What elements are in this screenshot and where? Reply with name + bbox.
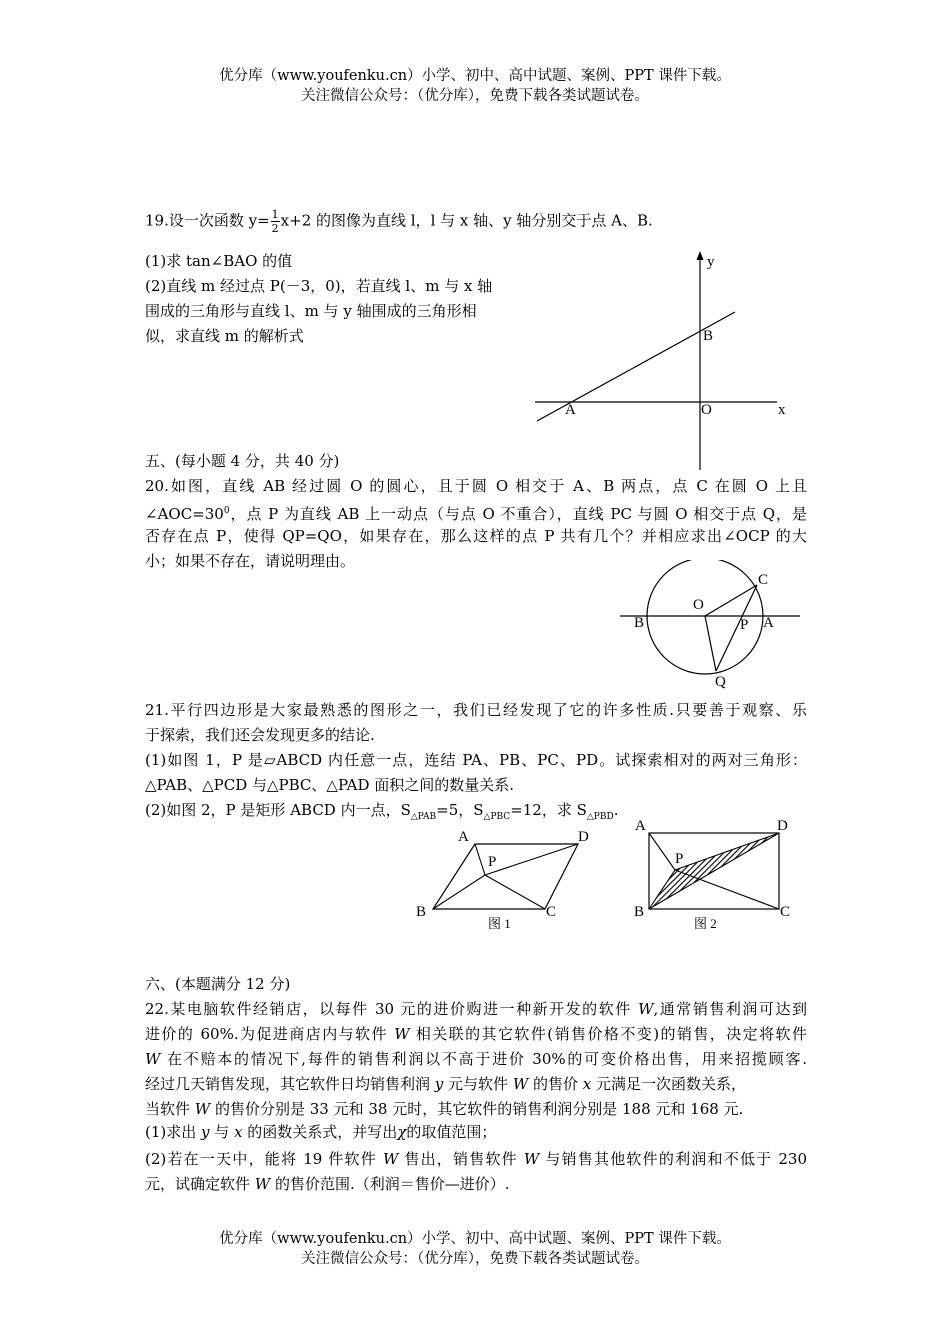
label-B: B xyxy=(634,615,645,631)
header-line-2: 关注微信公众号：（优分库），免费下载各类试题试卷。 xyxy=(301,88,649,104)
y-axis xyxy=(697,251,704,470)
header-line-1: 优分库（www.youfenku.cn）小学、初中、高中试题、案例、PPT 课件下载。 xyxy=(219,68,731,84)
q22-line2 xyxy=(145,1022,807,1046)
q22-part2-c: 与销售其他软件的利润和不低于 230 xyxy=(539,1150,808,1168)
segment-PC xyxy=(485,875,545,909)
var-W: W xyxy=(523,1150,540,1168)
q19-stem-pre: 19.设一次函数 y= xyxy=(145,211,270,230)
q22-line4 xyxy=(145,1072,746,1096)
label-B: B xyxy=(703,328,714,344)
parallelogram-ABCD xyxy=(433,844,578,909)
label-O: O xyxy=(701,402,712,418)
label-A: A xyxy=(565,402,576,418)
q22-line5-a: 当软件 xyxy=(145,1100,195,1118)
label-P: P xyxy=(740,617,749,633)
label-Q: Q xyxy=(715,674,726,690)
q21-line2: 于探索，我们还会发现更多的结论. xyxy=(145,726,375,744)
fraction-numerator: 1 xyxy=(271,208,279,221)
q22-part2-e: 的售价范围.（利润＝售价—进价）. xyxy=(270,1175,510,1193)
var-chi: χ xyxy=(397,1123,407,1141)
q22-line5 xyxy=(145,1097,743,1121)
q22-part2-b: 售出，销售软件 xyxy=(398,1150,524,1168)
label-C: C xyxy=(758,572,769,588)
label-A: A xyxy=(763,615,774,631)
fraction-one-half xyxy=(271,208,280,235)
q22-line1-b: ,通常销售利润可达到 xyxy=(653,1000,807,1018)
q22-part1-b: 与 xyxy=(209,1123,235,1141)
var-x: x xyxy=(234,1123,243,1141)
q20-line4: 小；如果不存在，请说明理由。 xyxy=(145,552,356,570)
q20-line2 xyxy=(145,499,807,526)
q21-line3: (1)如图 1，P 是▱ABCD 内任意一点，连结 PA、PB、PC、PD。试探索相对的两对三角形： xyxy=(145,751,807,769)
q22-line2-b: 相关联的其它软件(销售价格不变)的销售，决定将软件 xyxy=(409,1025,807,1043)
var-y: y xyxy=(201,1123,210,1141)
q22-line3-b: 在不赔本的情况下,每件的销售利润以不高于进价 30%的可变价格出售，用来招揽顾客. xyxy=(160,1050,807,1068)
q22-line1 xyxy=(145,997,807,1021)
label-P: P xyxy=(675,851,684,867)
var-W: W xyxy=(145,1050,161,1068)
figure-1-caption: 图 1 xyxy=(488,916,511,931)
q19-part1: (1)求 tan∠BAO 的值 xyxy=(145,252,293,270)
label-O: O xyxy=(693,597,704,613)
segment-PA xyxy=(475,844,485,875)
q22-line2-a: 进价的 60%.为促进商店内与软件 xyxy=(145,1025,395,1043)
q22-line4-c: 的售价 xyxy=(528,1075,583,1093)
section-6-heading: 六、(本题满分 12 分) xyxy=(145,975,291,993)
footer-line-1: 优分库（www.youfenku.cn）小学、初中、高中试题、案例、PPT 课件下载。 xyxy=(219,1231,731,1247)
label-x: x xyxy=(778,402,786,418)
label-A: A xyxy=(458,829,469,845)
q22-part2-line2 xyxy=(145,1172,510,1196)
q22-part1-c: 的函数关系式，并写出 xyxy=(242,1123,398,1141)
label-D: D xyxy=(777,818,788,834)
q19-stem-post: x+2 的图像为直线 l，l 与 x 轴、y 轴分别交于点 A、B. xyxy=(280,211,653,230)
label-D: D xyxy=(578,829,589,845)
var-W: W xyxy=(382,1150,399,1168)
q19-figure xyxy=(525,245,805,475)
q22-line4-a: 经过几天销售发现，其它软件日均销售利润 xyxy=(145,1075,435,1093)
segment-PA xyxy=(649,833,675,870)
q21-line5-b: =5，S xyxy=(436,801,484,819)
label-P: P xyxy=(488,854,497,870)
q22-part2-a: (2)若在一天中，能将 19 件软件 xyxy=(145,1150,383,1168)
q22-part2-line1 xyxy=(145,1147,807,1171)
q22-part1 xyxy=(145,1120,496,1144)
q22-line1-a: 22.某电脑软件经销店，以每件 30 元的进价购进一种新开发的软件 xyxy=(145,1000,639,1018)
q20-figure xyxy=(612,560,812,690)
var-W: W xyxy=(194,1100,211,1118)
sub-PBD: △PBD xyxy=(586,812,614,822)
q21-figure-1 xyxy=(410,822,610,934)
label-A: A xyxy=(635,818,646,834)
var-x: x xyxy=(582,1075,592,1093)
section-5-heading: 五、(每小题 4 分，共 40 分) xyxy=(145,452,340,470)
q19-part2-line2: 围成的三角形与直线 l、m 与 y 轴围成的三角形相 xyxy=(145,302,477,320)
q21-line4: △PAB、△PCD 与△PBC、△PAD 面积之间的数量关系. xyxy=(145,776,515,794)
q22-part1-d: 的取值范围； xyxy=(406,1123,497,1141)
q21-line1: 21.平行四边形是大家最熟悉的图形之一，我们已经发现了它的许多性质.只要善于观察、乐 xyxy=(145,701,807,719)
var-W: W xyxy=(512,1075,529,1093)
footer-line-2: 关注微信公众号：（优分库），免费下载各类试题试卷。 xyxy=(301,1251,649,1267)
q22-part2-d: 元，试确定软件 xyxy=(145,1175,255,1193)
shaded-triangle-PBD xyxy=(649,833,779,909)
q20-line2-b: ，点 P 为直线 AB 上一动点（与点 O 不重合），直线 PC 与圆 O 相交于点 Q，是 xyxy=(229,505,807,523)
segment-PB xyxy=(433,875,485,909)
q20-degree-sup: 0 xyxy=(223,506,230,516)
page-header xyxy=(0,66,950,106)
label-C: C xyxy=(780,904,791,920)
sub-PAB: △PAB xyxy=(410,812,437,822)
var-W: W xyxy=(394,1025,410,1043)
q21-line5-a: (2)如图 2，P 是矩形 ABCD 内一点，S xyxy=(145,801,411,819)
label-B: B xyxy=(416,904,427,920)
q21-line5-d: . xyxy=(613,801,619,819)
q22-part1-a: (1)求出 xyxy=(145,1123,202,1141)
q20-line2-a: ∠AOC=30 xyxy=(145,505,224,523)
q19-part2-line1: (2)直线 m 经过点 P(－3，0)，若直线 l、m 与 x 轴 xyxy=(145,277,493,295)
q21-line5-c: =12，求 S xyxy=(510,801,587,819)
q19-part2-line3: 似，求直线 m 的解析式 xyxy=(145,327,304,345)
q19-stem xyxy=(145,208,653,235)
page-footer xyxy=(0,1229,950,1269)
fraction-denominator: 2 xyxy=(271,222,279,235)
q22-line4-b: 元与软件 xyxy=(443,1075,513,1093)
q20-line3: 否存在点 P，使得 QP=QO，如果存在，那么这样的点 P 共有几个？并相应求出∠OCP 的大 xyxy=(145,527,807,545)
sub-PBC: △PBC xyxy=(483,812,511,822)
q22-line5-b: 的售价分别是 33 元和 38 元时，其它软件的销售利润分别是 188 元和 168 元. xyxy=(210,1100,744,1118)
var-W: W xyxy=(254,1175,271,1193)
y-axis-arrow-icon xyxy=(697,251,704,260)
label-y: y xyxy=(707,254,715,270)
segment-PC xyxy=(675,870,779,909)
segment-OQ xyxy=(705,616,716,671)
var-W: W xyxy=(638,1000,654,1018)
label-C: C xyxy=(546,904,557,920)
q22-line4-d: 元满足一次函数关系， xyxy=(591,1075,747,1093)
q20-line1: 20.如图，直线 AB 经过圆 O 的圆心，且于圆 O 相交于 A、B 两点，点 C 在圆 O 上且 xyxy=(145,477,807,495)
var-y: y xyxy=(434,1075,444,1093)
q21-figure-2 xyxy=(628,812,808,934)
label-B: B xyxy=(634,904,645,920)
q22-line3 xyxy=(145,1047,807,1071)
figure-2-caption: 图 2 xyxy=(694,916,717,931)
